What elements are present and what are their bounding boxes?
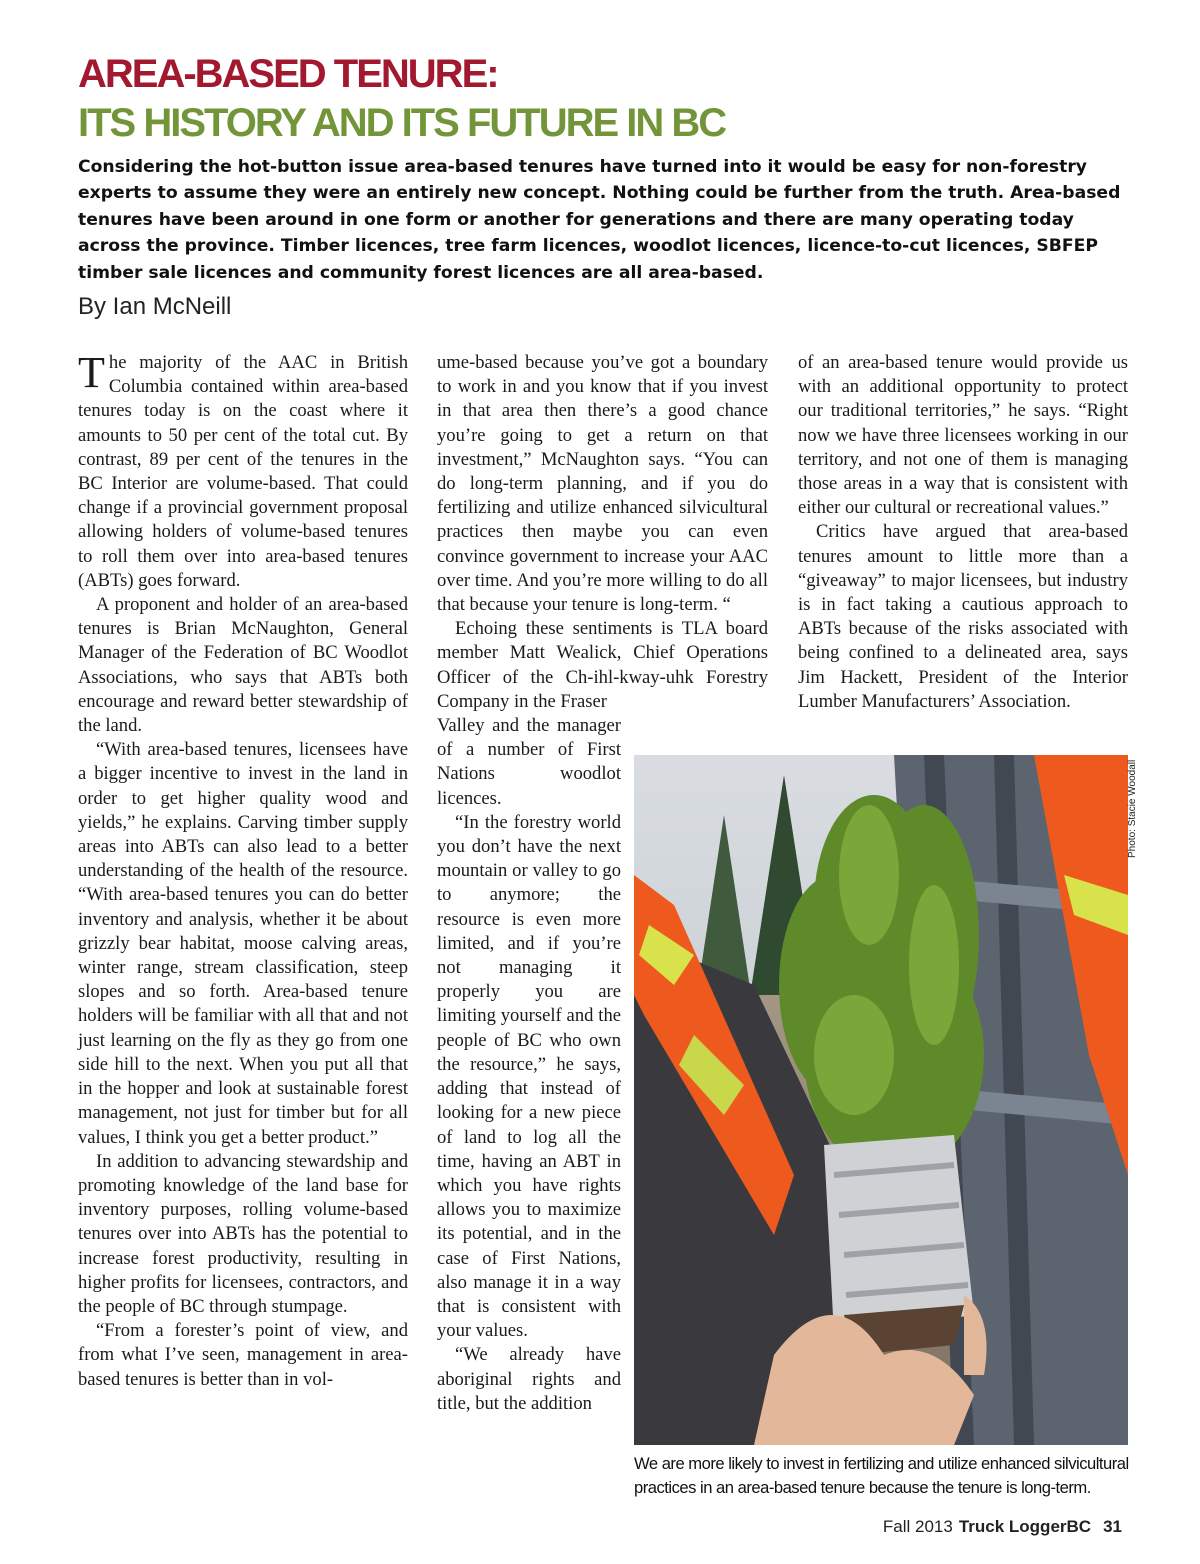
paragraph: of an area-based tenure would provide us with an additional opportunity to protect our traditional territories,” he says. “Right now we have three licensees working in our territory, and not one of them is managing those areas in a way that is consistent with either our cultural or recreational values.” — [798, 352, 1128, 519]
headline-line-2: ITS HISTORY AND ITS FUTURE IN BC — [78, 101, 726, 145]
paragraph: ume-based because you’ve got a boundary to work in and you know that if you invest in that area then there’s a good chance you’re going to get a return on that investment,” McNaughton says. “You can do long-term planning, and if you do fertilizing and utilize enhanced silvicultural practices then maybe you can even convince government to increase your AAC over time. And you’re more willing to do all that because your tenure is long-term. “ — [437, 352, 768, 616]
seedling-illustration — [634, 755, 1128, 1445]
photo-caption: We are more likely to invest in fertilizing and utilize enhanced silvicultural practices in an area-based tenure because the tenure is long-term. — [634, 1454, 1129, 1497]
byline: By Ian McNeill — [78, 293, 232, 320]
drop-cap: T — [78, 348, 105, 397]
paragraph: “We already have aboriginal rights and title, but the addition — [437, 1344, 621, 1414]
headline-line-1: AREA-BASED TENURE: — [78, 52, 498, 96]
paragraph: Echoing these sentiments is TLA board member Matt Wealick, Chief Operations Officer of the Ch-ihl-kway-uhk Forestry Company in the Fraser — [437, 618, 768, 712]
paragraph: Critics have argued that area-based tenures amount to little more than a “giveaway” to major licensees, but industry is in fact taking a cautious approach to ABTs because of the risks associated with being confined to a delineated area, says Jim Hackett, President of the Interior Lumber Manufacturers’ Association. — [798, 521, 1128, 712]
issue-label: Fall 2013 — [882, 1517, 953, 1536]
article-column-1 — [78, 348, 408, 1392]
article-deck: Considering the hot-button issue area-based tenures have turned into it would be easy for non-forestry experts to assume they were an entirely new concept. Nothing could be further from the truth. Area-based tenures have been around in one form or another for generations and there are many operating today across the province. Timber licences, tree farm licences, woodlot licences, licence-to-cut licences, SBFEP timber sale licences and community forest licences are all area-based. — [78, 157, 1121, 283]
paragraph: “From a forester’s point of view, and from what I’ve seen, management in area-based tenures is better than in vol- — [78, 1320, 408, 1390]
narrow-column-block — [437, 714, 621, 1416]
article-column-3 — [798, 351, 1128, 714]
photo-credit: Photo: Stacie Woodall — [1127, 759, 1138, 858]
paragraph: “With area-based tenures, licensees have a bigger incentive to invest in the land in order to get higher quality wood and yields,” he explains. Carving timber supply areas into ABTs can also lead to a better understanding of the health of the resource. “With area-based tenures you can do better inventory and analysis, whether it be about grizzly bear habitat, moose calving areas, winter range, stream classification, steep slopes and so forth. Area-based tenure holders will be familiar with all that and not just learning on the fly as they go from one side hill to the next. When you put all that in the hopper and look at sustainable forest management, not just for timber but for all values, I think you get a better product.” — [78, 739, 408, 1148]
magazine-name: Truck LoggerBC — [958, 1517, 1092, 1536]
paragraph: In addition to advancing stewardship and promoting knowledge of the land base for inventory purposes, rolling volume-based tenures over into ABTs has the potential to increase forest productivity, resulting in higher profits for licensees, contractors, and the people of BC through stumpage. — [78, 1150, 408, 1317]
paragraph: The majority of the AAC in British Columbia contained within area-based tenures today is on the coast where it amounts to 50 per cent of the total cut. By contrast, 89 per cent of the tenures in the BC Interior are volume-based. That could change if a provincial government proposal allowing holders of volume-based tenures to roll them over into area-based tenures (ABTs) goes forward. — [78, 348, 408, 591]
page-number: 31 — [1103, 1517, 1122, 1536]
paragraph: A proponent and holder of an area-based tenures is Brian McNaughton, General Manager of the Federation of BC Woodlot Associations, who says that ABTs both encourage and reward better stewardship of the land. — [78, 594, 408, 737]
seedling-photo — [634, 755, 1128, 1445]
page-footer — [883, 1517, 1122, 1537]
paragraph: “In the forestry world you don’t have the next mountain or valley to go to anymore; the resource is even more limited, and if you’re not managing it properly you are limiting yourself and the people of BC who own the resource,” he says, adding that instead of looking for a new piece of land to log all the time, having an ABT in which you have rights allows you to maximize its potential, and in the case of First Nations, also manage it in a way that is consistent with your values. — [437, 811, 621, 1342]
paragraph: Valley and the manager of a number of First Nations woodlot licences. — [437, 715, 621, 809]
